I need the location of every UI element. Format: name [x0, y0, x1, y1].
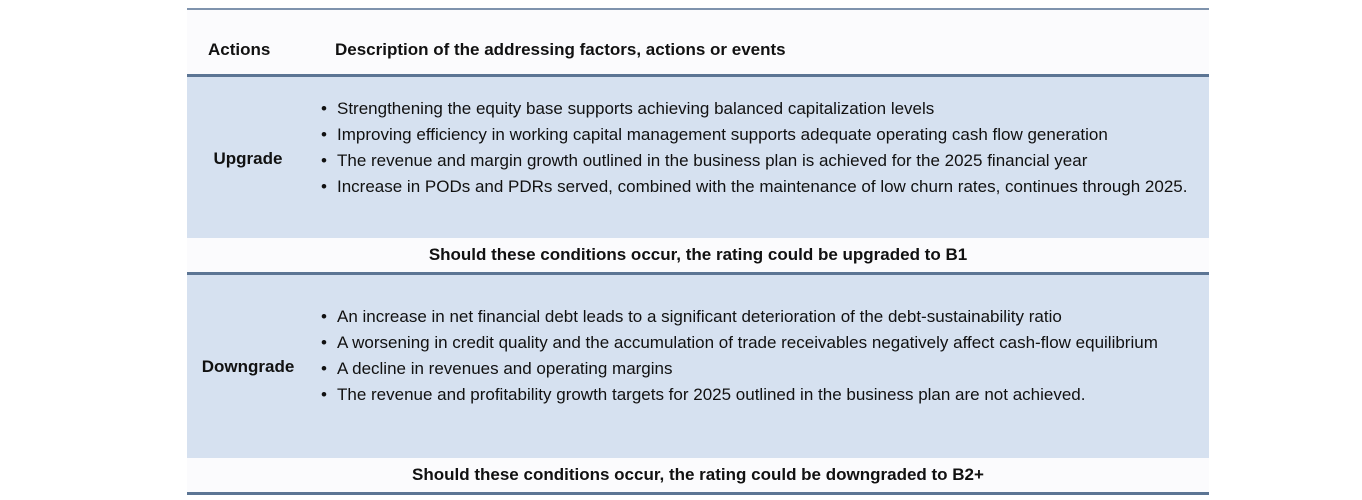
- list-item: [317, 382, 1191, 408]
- list-item: [317, 122, 1191, 148]
- bullet-text: A worsening in credit quality and the accumulation of trade receivables negatively affect cash-flow equilibrium: [337, 333, 1158, 352]
- bullet-icon: •: [321, 333, 327, 352]
- bullet-text: Improving efficiency in working capital management supports adequate operating cash flow generation: [337, 125, 1108, 144]
- upgrade-label: Upgrade: [213, 149, 283, 168]
- table-bottom-rule: [187, 492, 1209, 495]
- bullet-text: Increase in PODs and PDRs served, combined with the maintenance of low churn rates, continues through 2025.: [337, 177, 1188, 196]
- downgrade-section: [187, 275, 1209, 458]
- bullet-icon: •: [321, 177, 327, 196]
- list-item: [317, 330, 1191, 356]
- bullet-icon: •: [321, 125, 327, 144]
- downgrade-bullet-list: [317, 304, 1191, 408]
- bullet-text: The revenue and profitability growth targets for 2025 outlined in the business plan are not achieved.: [337, 385, 1086, 404]
- bullet-icon: •: [321, 359, 327, 378]
- list-item: [317, 96, 1191, 122]
- bullet-icon: •: [321, 385, 327, 404]
- bullet-text: Strengthening the equity base supports achieving balanced capitalization levels: [337, 99, 935, 118]
- bullet-text: A decline in revenues and operating margins: [337, 359, 673, 378]
- header-actions: Actions: [208, 40, 271, 59]
- header-description: Description of the addressing factors, actions or events: [335, 40, 786, 59]
- downgrade-label: Downgrade: [201, 357, 295, 376]
- upgrade-conclusion: Should these conditions occur, the rating could be upgraded to B1: [187, 238, 1209, 272]
- rating-drivers-table: [187, 8, 1209, 495]
- list-item: [317, 304, 1191, 330]
- list-item: [317, 174, 1191, 200]
- upgrade-section: [187, 77, 1209, 238]
- list-item: [317, 148, 1191, 174]
- bullet-text: An increase in net financial debt leads to a significant deterioration of the debt-sustainability ratio: [337, 307, 1062, 326]
- bullet-text: The revenue and margin growth outlined in the business plan is achieved for the 2025 financial year: [337, 151, 1088, 170]
- bullet-icon: •: [321, 151, 327, 170]
- list-item: [317, 356, 1191, 382]
- downgrade-conclusion: Should these conditions occur, the rating could be downgraded to B2+: [187, 458, 1209, 492]
- bullet-icon: •: [321, 99, 327, 118]
- upgrade-bullet-list: [317, 96, 1191, 200]
- bullet-icon: •: [321, 307, 327, 326]
- table-header-row: [187, 10, 1209, 77]
